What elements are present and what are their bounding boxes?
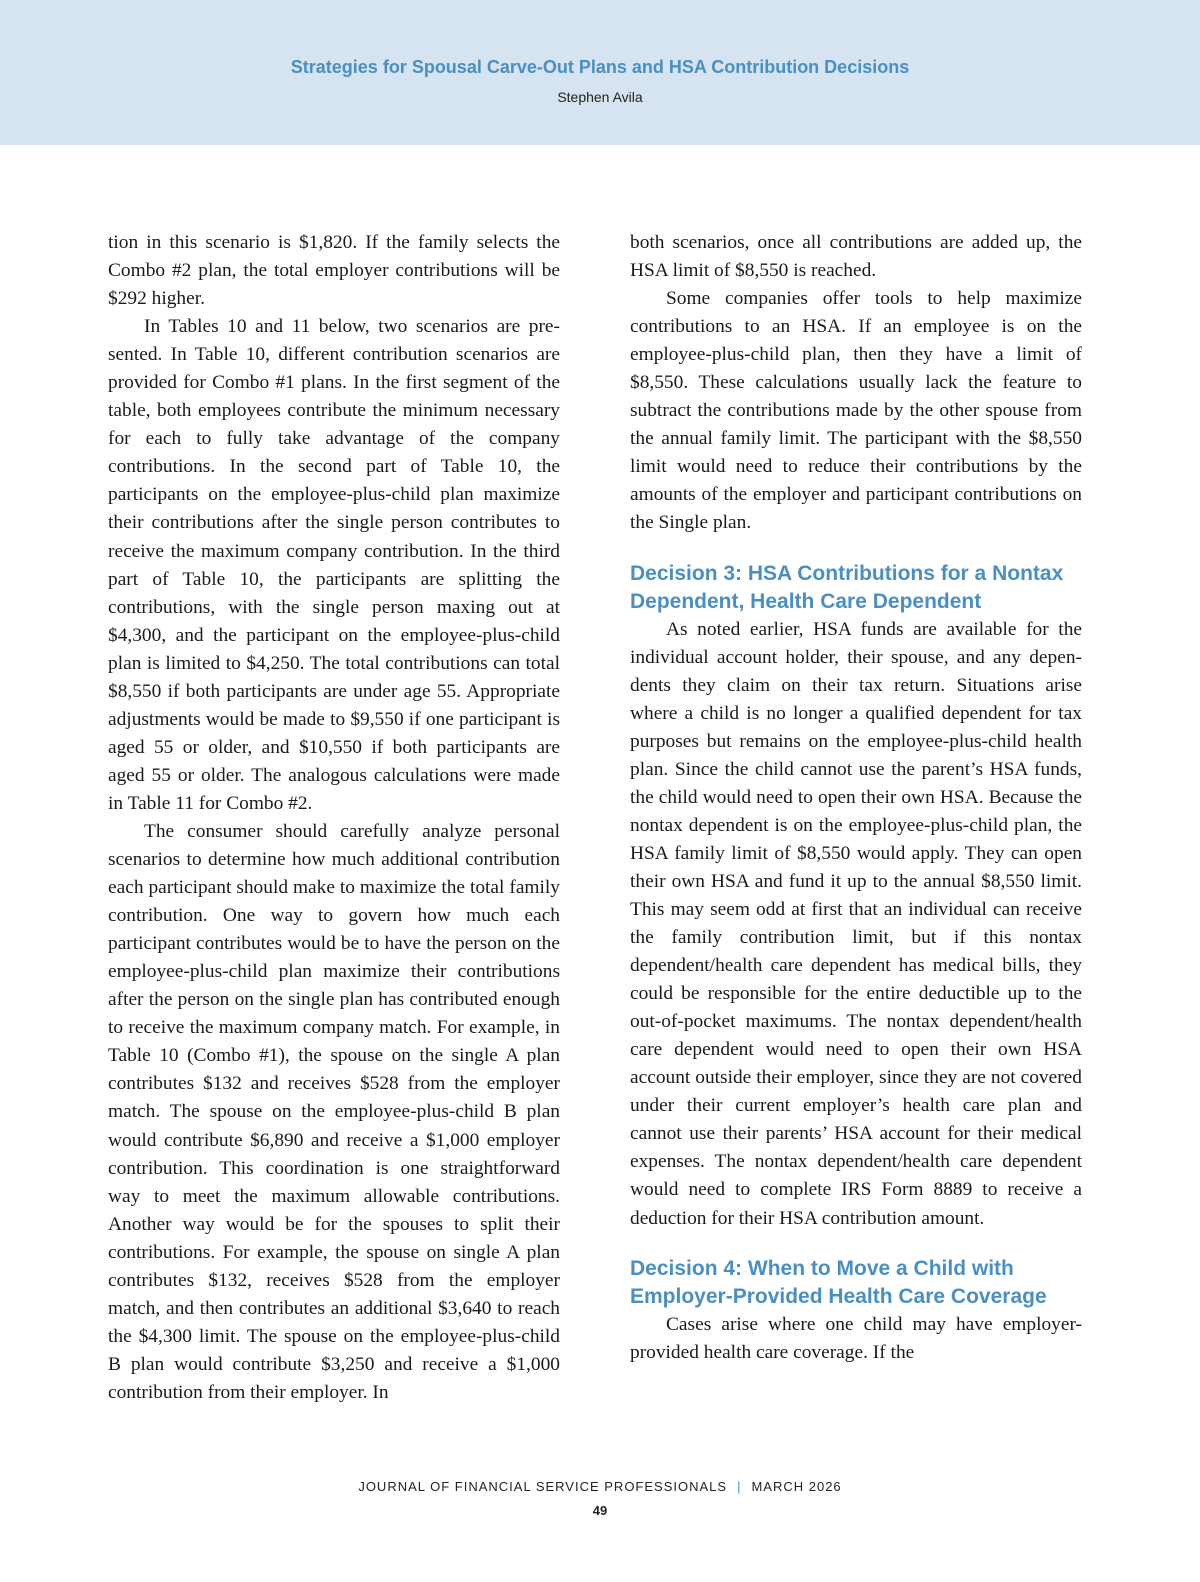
paragraph: tion in this scenario is $1,820. If the family selects the Combo #2 plan, the total employer contributions will be $292 higher. <box>108 232 560 310</box>
issue-date: MARCH 2026 <box>751 1479 842 1494</box>
paragraph: The consumer should carefully analyze personal scenarios to determine how much additional contribution each participant should make to maximize the total family contribution. One way to govern how much each participant contributes would be to have the person on the employee-plus-child plan maximize their contributions after the person on the single plan has contributed enough to receive the maximum company match. For example, in Table 10 (Combo #1), the spouse on the single A plan contributes $132 and receives $528 from the employer match. The spouse on the employee-plus-child B plan would contribute $6,890 and receive a $1,000 employer contribution. This coordination is one straightforward way to meet the maximum allowable contributions. Another way would be for the spouses to split their contributions. For example, the spouse on single A plan contributes $132, receives $528 from the employer match, and then contributes an additional $3,640 to reach the $4,300 limit. The spouse on the employee-plus-child B plan would contribute $3,250 and receive a $1,000 contribution from their employer. In <box>108 820 560 1403</box>
paragraph: Some companies offer tools to help maximize contributions to an HSA. If an employee is on the employee-plus-child plan, then they have a limit of $8,550. These calculations usually lack the feature to subtract the contributions made by the other spouse from the annual family limit. The participant with the $8,550 limit would need to reduce their contributions by the amounts of the employer and participant contributions on the Single plan. <box>630 288 1082 534</box>
paragraph: In Tables 10 and 11 below, two scenarios are presented. In Table 10, different contribution scenarios are provided for Combo #1 plans. In the first segment of the table, both employees contribute the minimum necessary for each to fully take advantage of the company contributions. In the second part of Table 10, the participants on the employee-plus-child plan maximize their contributions after the single person contributes to receive the maximum company contribution. In the third part of Table 10, the participants are splitting the contributions, with the single person maxing out at $4,300, and the participant on the employee-plus-child plan is limited to $4,250. The total contributions can total $8,550 if both participants are under age 55. Appropriate adjustments would be made to $9,550 if one participant is aged 55 or older, and $10,550 if both participants are aged 55 or older. The analogous calculations were made in Table 11 for Combo #2. <box>108 316 560 814</box>
running-title: Strategies for Spousal Carve-Out Plans and HSA Contribution Decisions <box>290 57 910 77</box>
section-heading-decision-3: Decision 3: HSA Contributions for a Nontax Dependent, Health Care Dependent <box>630 561 1064 613</box>
running-author: Stephen Avila <box>557 89 643 105</box>
page-number: 49 <box>592 1503 608 1518</box>
paragraph: As noted earlier, HSA funds are available for the individual account holder, their spouse, and any dependents they claim on their tax return. Situations arise where a child is no longer a qualified dependent for tax purposes but remains on the employee-plus-child health plan. Since the child cannot use the parent’s HSA funds, the child would need to open their own HSA. Because the nontax dependent is on the employee-plus-child plan, the HSA family limit of $8,550 would apply. They can open their own HSA and fund it up to the annual $8,550 limit. This may seem odd at first that an individual can receive the family contribution limit, but if this nontax dependent/health care dependent has medical bills, they could be responsible for the entire deductible up to the out-of-pocket maximums. The nontax dependent/health care dependent would need to open their own HSA account outside their employer, since they are not covered under their current employer’s health care plan and cannot use their parents’ HSA account for their medical expenses. The nontax dependent/health care dependent would need to complete IRS Form 8889 to receive a deduction for their HSA contribution amount. <box>630 618 1082 1229</box>
section-heading-decision-4: Decision 4: When to Move a Child with Employer-Provided Health Care Coverage <box>630 1256 1047 1308</box>
footer <box>0 1479 1200 1494</box>
left-column <box>108 229 560 1407</box>
footer-separator: | <box>737 1479 742 1494</box>
journal-name: JOURNAL OF FINANCIAL SERVICE PROFESSIONALS <box>358 1479 728 1494</box>
right-column <box>630 229 1082 1367</box>
paragraph: Cases arise where one child may have employer-provided health care coverage. If the <box>630 1313 1082 1363</box>
paragraph: both scenarios, once all contributions are added up, the HSA limit of $8,550 is reached. <box>630 232 1082 282</box>
